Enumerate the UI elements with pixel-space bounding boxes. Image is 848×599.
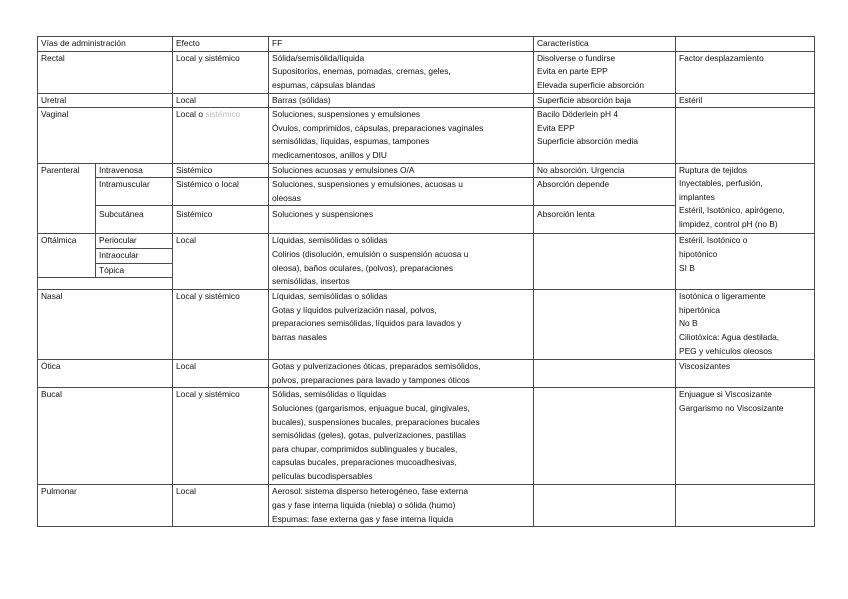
- sub-intramuscular: Intramuscular: [96, 178, 173, 206]
- efecto-pulmonar: Local: [173, 485, 269, 527]
- via-oftalmica: Oftálmica: [38, 234, 96, 278]
- ff-intramuscular: Soluciones, suspensiones y emulsiones, acuosas u oleosas: [269, 178, 534, 206]
- efecto-oftalmica: Local: [173, 234, 269, 290]
- extra-nasal: Isotónica o ligeramente hipertónica No B Ciliotóxica: Agua destilada, PEG y vehículos oleosos: [676, 290, 815, 360]
- ff-rectal: Sólida/semisólida/líquida Supositorios, enemas, pomadas, cremas, geles, espumas, cápsulas blandas: [269, 51, 534, 93]
- ff-pulmonar: Aerosol: sistema disperso heterogéneo, fase externa gas y fase interna líquida (niebla) o sólida (humo) Espumas: fase externa gas y fase interna líquida: [269, 485, 534, 527]
- ff-uretral: Barras (sólidas): [269, 93, 534, 108]
- table-row-vaginal: [38, 108, 815, 163]
- sub-intravenosa: Intravenosa: [96, 163, 173, 178]
- extra-rectal: Factor desplazamiento: [676, 51, 815, 93]
- table-row-otica: [38, 360, 815, 388]
- table-row-pulmonar: [38, 485, 815, 527]
- via-rectal: Rectal: [38, 51, 173, 93]
- table-row-nasal: [38, 290, 815, 360]
- header-vias: Vías de administración: [38, 37, 173, 52]
- extra-uretral: Estéril: [676, 93, 815, 108]
- caracteristica-intramuscular: Absorción depende: [534, 178, 676, 206]
- ff-subcutanea: Soluciones y suspensiones: [269, 206, 534, 234]
- via-pulmonar: Pulmonar: [38, 485, 173, 527]
- table-row-periocular: [38, 234, 815, 249]
- administration-routes-table: [37, 36, 815, 527]
- via-uretral: Uretral: [38, 93, 173, 108]
- header-caracteristica: Característica: [534, 37, 676, 52]
- extra-pulmonar: [676, 485, 815, 527]
- extra-vaginal: [676, 108, 815, 163]
- sub-intraocular: Intraocular: [96, 248, 173, 263]
- ff-bucal: Sólidas, semisólidas o líquidas Soluciones (gargarismos, enjuague bucal, gingivales, bucales), suspensiones bucales, preparaciones bucales semisólidas (geles), gotas, pulverizaciones, pastillas para chupar, comprimidos sublinguales y bucales, capsulas bucales, preparaciones mucoadhesivas, películas bucodispersables: [269, 388, 534, 485]
- efecto-subcutanea: Sistémico: [173, 206, 269, 234]
- header-efecto: Efecto: [173, 37, 269, 52]
- via-parenteral: Parenteral: [38, 163, 96, 234]
- via-vaginal: Vaginal: [38, 108, 173, 163]
- table-header-row: [38, 37, 815, 52]
- caracteristica-subcutanea: Absorción lenta: [534, 206, 676, 234]
- efecto-rectal: Local y sistémico: [173, 51, 269, 93]
- efecto-otica: Local: [173, 360, 269, 388]
- caracteristica-pulmonar: [534, 485, 676, 527]
- table-row-bucal: [38, 388, 815, 485]
- ff-oftalmica: Líquidas, semisólidas o sólidas Colirios (disolución, emulsión o suspensión acuosa u oleosa), baños oculares, (polvos), preparaciones semisólidas, insertos: [269, 234, 534, 290]
- efecto-intravenosa: Sistémico: [173, 163, 269, 178]
- table-row-uretral: [38, 93, 815, 108]
- table-row-rectal: [38, 51, 815, 93]
- sub-topica: Tópica: [96, 263, 173, 278]
- ff-intravenosa: Soluciones acuosas y emulsiones O/A: [269, 163, 534, 178]
- caracteristica-bucal: [534, 388, 676, 485]
- extra-bucal: Enjuague si Viscosizante Gargarismo no Viscosizante: [676, 388, 815, 485]
- oftalmica-tail-cell: [38, 278, 173, 290]
- sub-periocular: Periocular: [96, 234, 173, 249]
- efecto-vaginal: Local o sistémico: [173, 108, 269, 163]
- extra-parenteral: Ruptura de tejidos Inyectables, perfusión, implantes Estéril, Isotónico, apirógeno, limpidez, control pH (no B): [676, 163, 815, 234]
- efecto-uretral: Local: [173, 93, 269, 108]
- sub-subcutanea: Subcutánea: [96, 206, 173, 234]
- efecto-nasal: Local y sistémico: [173, 290, 269, 360]
- table-row-intravenosa: [38, 163, 815, 178]
- via-nasal: Nasal: [38, 290, 173, 360]
- ff-nasal: Líquidas, semisólidas o sólidas Gotas y líquidos pulverización nasal, polvos, preparaciones semisólidas, líquidos para lavados y barras nasales: [269, 290, 534, 360]
- caracteristica-oftalmica: [534, 234, 676, 290]
- caracteristica-otica: [534, 360, 676, 388]
- extra-oftalmica: Estéril. Isotónico o hipotónico SI B: [676, 234, 815, 290]
- extra-otica: Viscosizantes: [676, 360, 815, 388]
- via-otica: Ótica: [38, 360, 173, 388]
- header-extra: [676, 37, 815, 52]
- caracteristica-rectal: Disolverse o fundirse Evita en parte EPP Elevada superficie absorción: [534, 51, 676, 93]
- ff-otica: Gotas y pulverizaciones óticas, preparados semisólidos, polvos, preparaciones para lavado y tampones óticos: [269, 360, 534, 388]
- caracteristica-uretral: Superficie absorción baja: [534, 93, 676, 108]
- via-bucal: Bucal: [38, 388, 173, 485]
- efecto-intramuscular: Sistémico o local: [173, 178, 269, 206]
- ff-vaginal: Soluciones, suspensiones y emulsiones Óvulos, comprimidos, cápsulas, preparaciones vaginales semisólidas, líquidas, espumas, tampones medicamentosos, anillos y DIU: [269, 108, 534, 163]
- caracteristica-nasal: [534, 290, 676, 360]
- efecto-bucal: Local y sistémico: [173, 388, 269, 485]
- header-ff: FF: [269, 37, 534, 52]
- caracteristica-intravenosa: No absorción. Urgencia: [534, 163, 676, 178]
- caracteristica-vaginal: Bacilo Döderlein pH 4 Evita EPP Superficie absorción media: [534, 108, 676, 163]
